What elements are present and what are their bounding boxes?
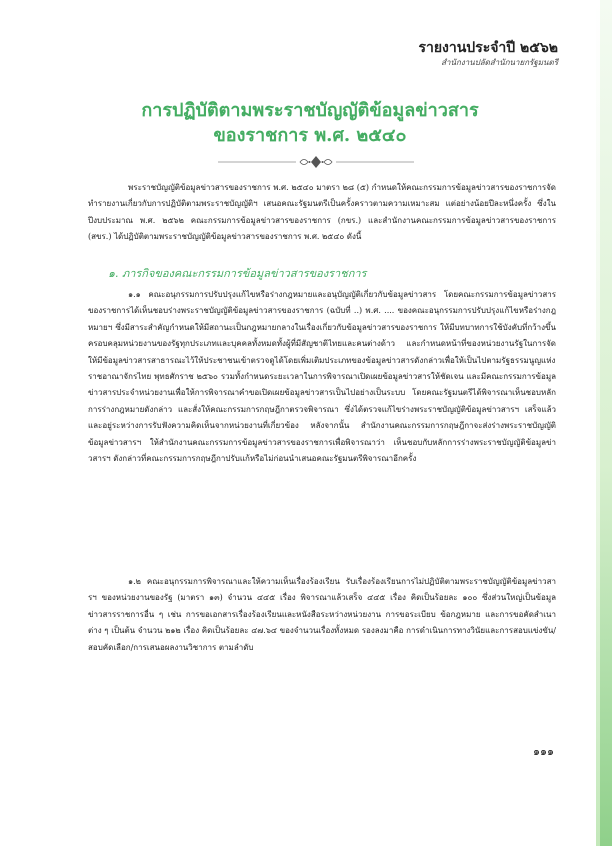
- title-divider-ornament: [218, 155, 414, 169]
- decorative-side-stripe-inner: [596, 0, 600, 846]
- page-title-line-2: ของราชการ พ.ศ. ๒๕๔๐: [213, 125, 407, 146]
- page-number: ๑๑๑: [533, 745, 554, 758]
- paragraph-1-2: ๑.๒ คณะอนุกรรมการพิจารณาและให้ความเห็นเรื่องร้องเรียน รับเรื่องร้องเรียนการไม่ปฏิบัติตามพระราชบัญญัติข้อมูลข่าวสารฯ ของหน่วยงานของรัฐ (มาตรา ๑๓) จำนวน ๔๔๕ เรื่อง พิจารณาแล้วเสร็จ ๔๔๕ เรื่อง คิดเป็นร้อยละ ๑๐๐ ซึ่งส่วนใหญ่เป็นข้อมูลข่าวสารราชการอื่น ๆ เช่น การขอเอกสารเรื่องร้องเรียนและหนังสือระหว่างหน่วยงาน การขอระเบียบ ข้อกฎหมาย และการขอคัดสำเนาต่าง ๆ เป็นต้น จำนวน ๒๑๒ เรื่อง คิดเป็นร้อยละ ๔๗.๖๔ ของจำนวนเรื่องทั้งหมด รองลงมาคือ การดำเนินการทางวินัยและการสอบแข่งขัน/สอบคัดเลือก/การเสนอผลงานวิชาการ ตามลำดับ: [88, 577, 556, 652]
- page-title: [100, 98, 520, 148]
- report-subtitle: สำนักงานปลัดสำนักนายกรัฐมนตรี: [441, 58, 558, 67]
- page-title-line-1: การปฏิบัติตามพระราชบัญญัติข้อมูลข่าวสาร: [141, 100, 479, 121]
- report-title: รายงานประจำปี ๒๕๖๒: [418, 40, 558, 56]
- paragraph-1-1: ๑.๑ คณะอนุกรรมการปรับปรุงแก้ไขหรือร่างกฎหมายและอนุบัญญัติเกี่ยวกับข้อมูลข่าวสาร โดยคณะกรรมการข้อมูลข่าวสารของราชการได้เห็นชอบร่างพระราชบัญญัติข้อมูลข่าวสารของราชการ (ฉบับที่ ..) พ.ศ. .... ของคณะอนุกรรมการปรับปรุงแก้ไขหรือร่างกฎหมายฯ ซึ่งมีสาระสำคัญกำหนดให้มีสถานะเป็นกฎหมายกลางในเรื่องเกี่ยวกับข้อมูลข่าวสารของราชการ ให้มีบทบาทการใช้บังคับที่กว้างขึ้น ครอบคลุมหน่วยงานของรัฐทุกประเภทและบุคคลทั้งหมดทั้งผู้ที่มีสัญชาติไทยและคนต่างด้าว และกำหนดหน้าที่ของหน่วยงานรัฐในการจัดให้มีข้อมูลข่าวสารสาธารณะไว้ให้ประชาชนเข้าตรวจดูได้โดยเพิ่มเติมประเภทของข้อมูลข่าวสารดังกล่าวเพื่อให้เป็นไปตามรัฐธรรมนูญแห่งราชอาณาจักรไทย พุทธศักราช ๒๕๖๐ รวมทั้งกำหนดระยะเวลาในการพิจารณาเปิดเผยข้อมูลข่าวสารให้ชัดเจน และมีคณะกรรมการข้อมูลข่าวสารประจำหน่วยงานเพื่อให้การพิจารณาคำขอเปิดเผยข้อมูลข่าวสารเป็นไปอย่างเป็นระบบ โดยคณะรัฐมนตรีได้พิจารณาเห็นชอบหลักการร่างกฎหมายดังกล่าว และสั่งให้คณะกรรมการกฤษฎีกาตรวจพิจารณา ซึ่งได้ตรวจแก้ไขร่างพระราชบัญญัติข้อมูลข่าวสารฯ เสร็จแล้ว และอยู่ระหว่างการรับฟังความคิดเห็นจากหน่วยงานที่เกี่ยวข้อง หลังจากนั้น สำนักงานคณะกรรมการกฤษฎีกาจะส่งร่างพระราชบัญญัติข้อมูลข่าวสารฯ ให้สำนักงานคณะกรรมการข้อมูลข่าวสารของราชการเพื่อพิจารณาว่า เห็นชอบกับหลักการร่างพระราชบัญญัติข้อมูลข่าวสารฯ ดังกล่าวที่คณะกรรมการกฤษฎีกาปรับแก้หรือไม่ก่อนนำเสนอคณะรัฐมนตรีพิจารณาอีกครั้ง: [88, 290, 556, 464]
- section-heading: ๑. ภารกิจของคณะกรรมการข้อมูลข่าวสารของราชการ: [108, 267, 367, 280]
- decorative-side-stripe: [600, 0, 612, 846]
- intro-paragraph: พระราชบัญญัติข้อมูลข่าวสารของราชการ พ.ศ. ๒๕๔๐ มาตรา ๒๘ (๕) กำหนดให้คณะกรรมการข้อมูลข่าวสารของราชการจัดทำรายงานเกี่ยวกับการปฏิบัติตามพระราชบัญญัติฯ เสนอคณะรัฐมนตรีเป็นครั้งคราวตามความเหมาะสม แต่อย่างน้อยปีละหนึ่งครั้ง ซึ่งในปีงบประมาณ พ.ศ. ๒๕๖๒ คณะกรรมการข้อมูลข่าวสารของราชการ (กขร.) และสำนักงานคณะกรรมการข้อมูลข่าวสารของราชการ (สขร.) ได้ปฏิบัติตามพระราชบัญญัติข้อมูลข่าวสารของราชการ พ.ศ. ๒๕๔๐ ดังนี้: [88, 183, 556, 242]
- report-header: [418, 40, 558, 69]
